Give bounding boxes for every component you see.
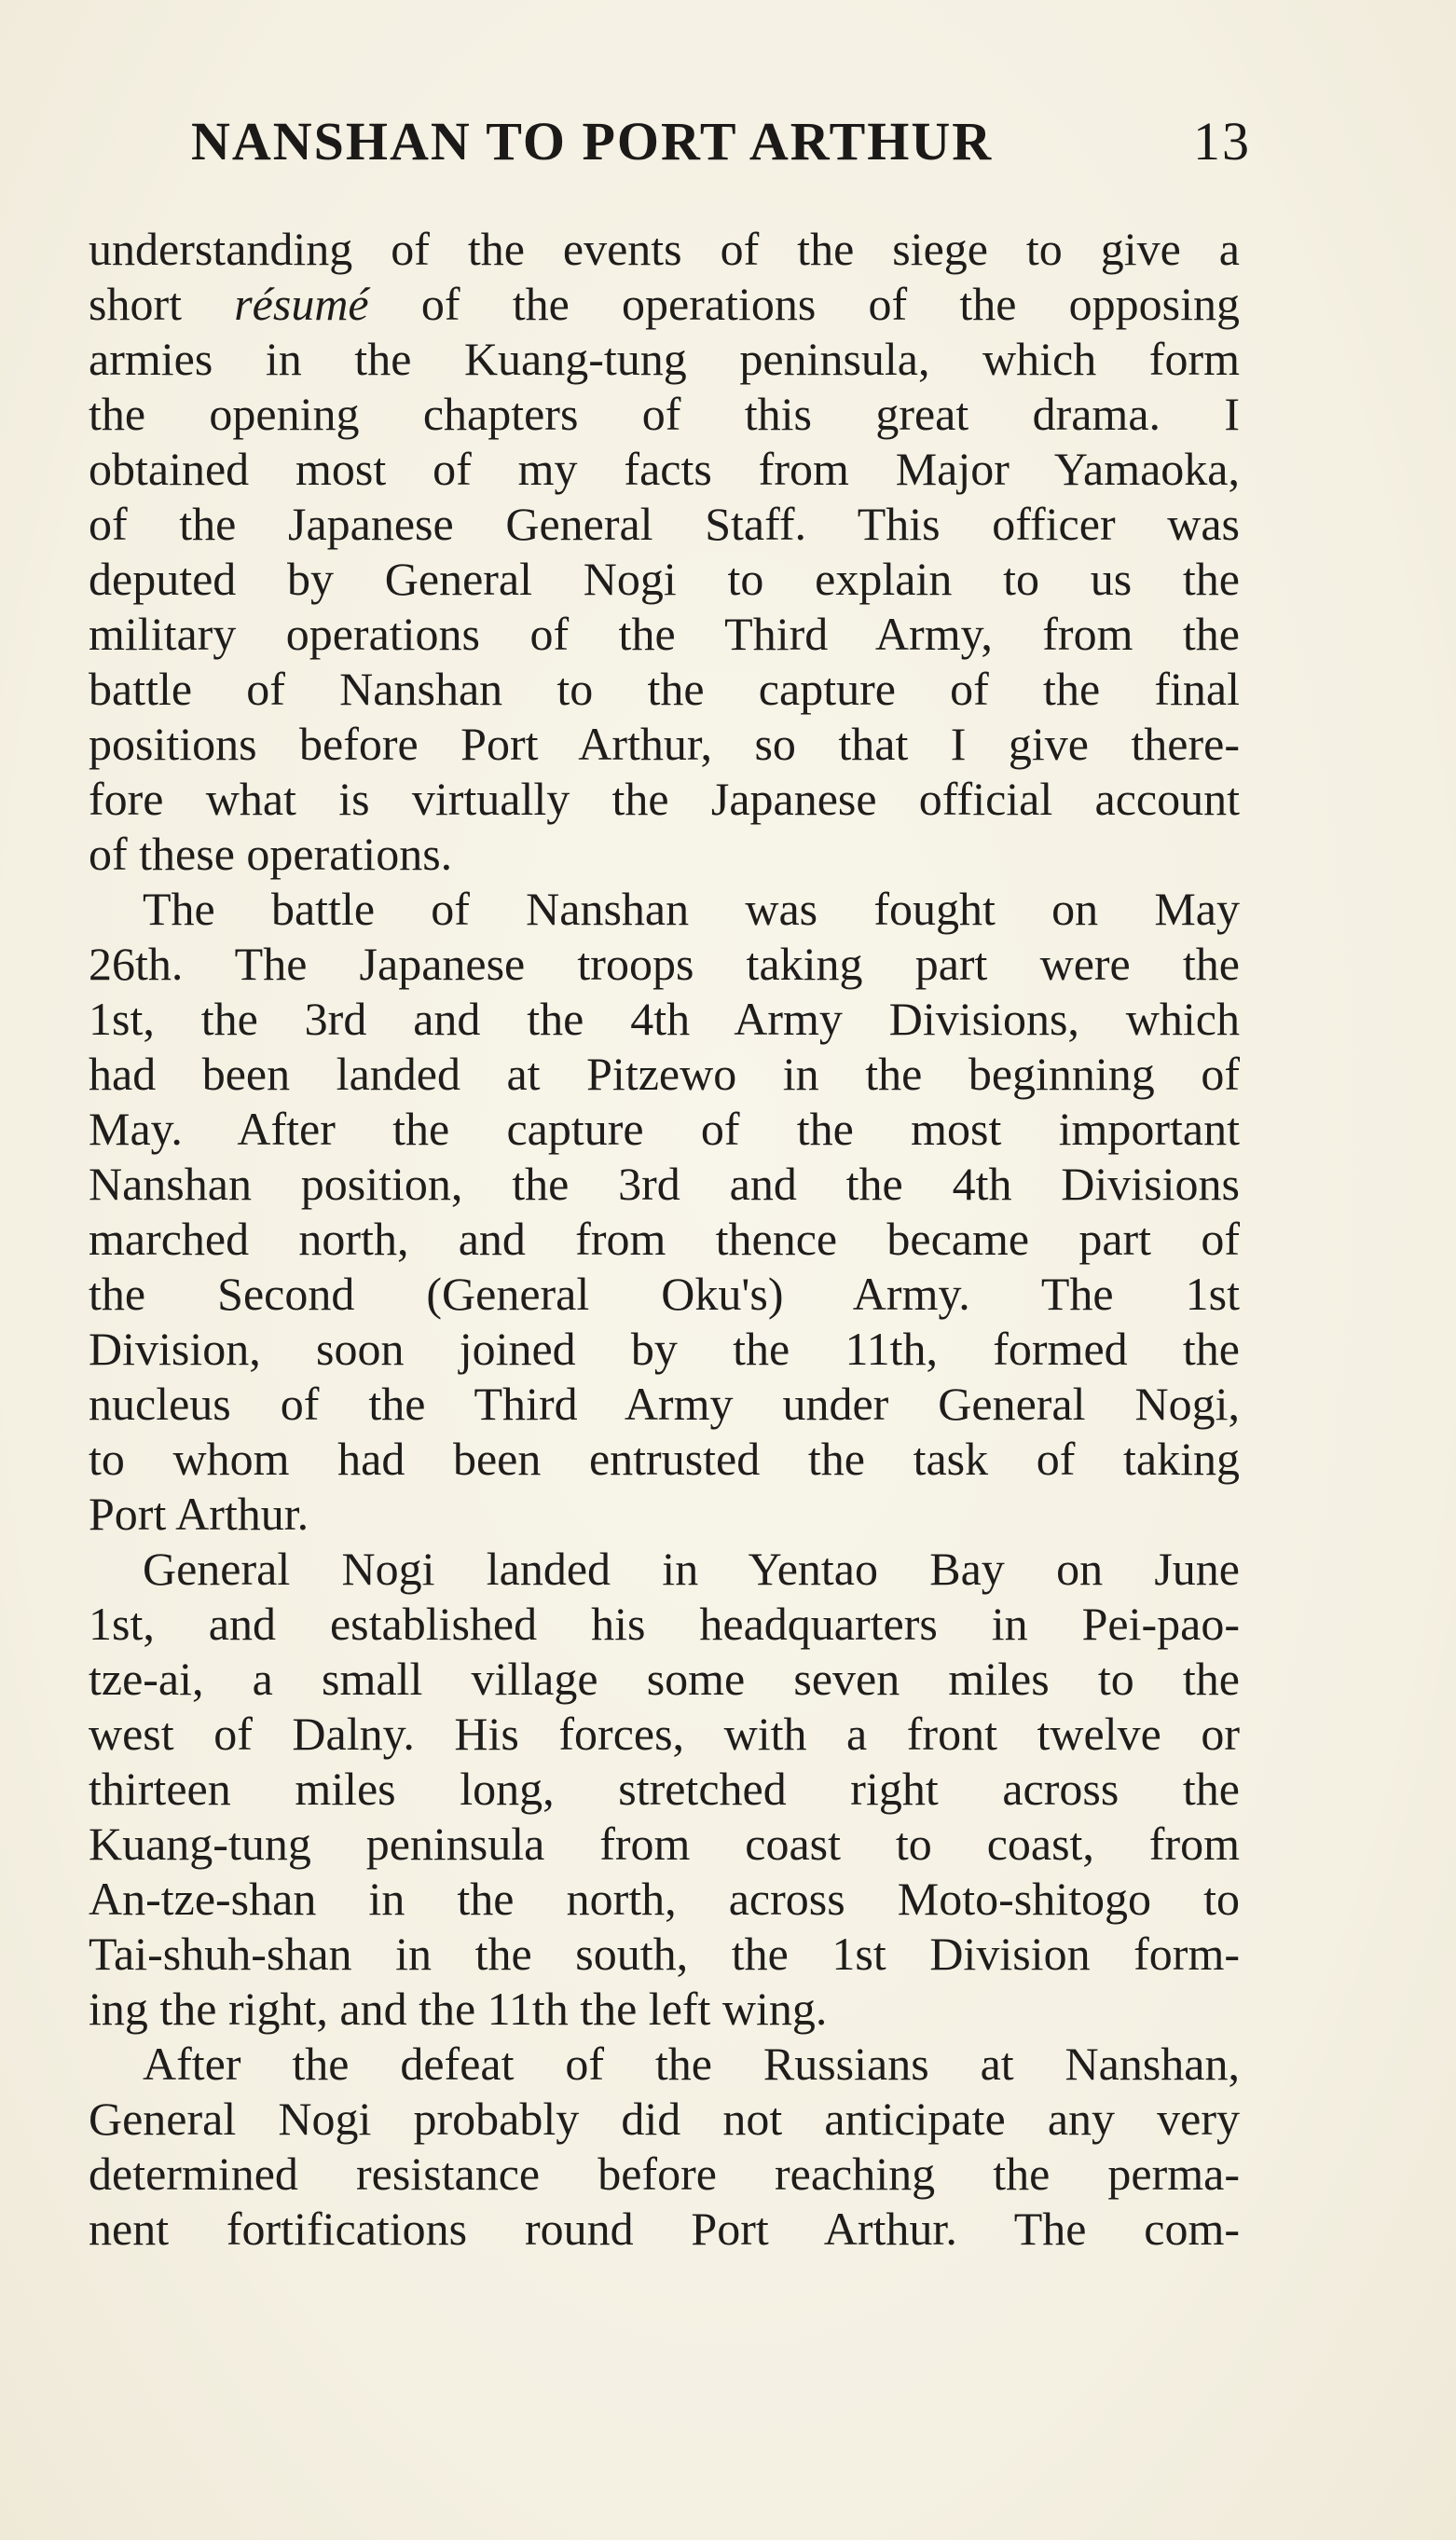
text-line: of the Japanese General Staff. This officer was bbox=[89, 498, 1240, 550]
text-line: Port Arthur. bbox=[89, 1488, 309, 1540]
text-segment: of the operations of the opposing bbox=[368, 278, 1240, 330]
text-line: An-tze-shan in the north, across Moto-shitogo to bbox=[89, 1873, 1240, 1925]
text-line: 1st, the 3rd and the 4th Army Divisions, which bbox=[89, 993, 1240, 1045]
text-line: obtained most of my facts from Major Yamaoka, bbox=[89, 443, 1240, 495]
text-line: General Nogi probably did not anticipate any very bbox=[89, 2093, 1240, 2145]
text-line: Kuang-tung peninsula from coast to coast, from bbox=[89, 1818, 1240, 1870]
text-line: armies in the Kuang-tung peninsula, which form bbox=[89, 333, 1240, 385]
text-line: battle of Nanshan to the capture of the final bbox=[89, 663, 1240, 715]
text-line: deputed by General Nogi to explain to us the bbox=[89, 553, 1240, 605]
text-line: the Second (General Oku's) Army. The 1st bbox=[89, 1268, 1240, 1320]
text-line: marched north, and from thence became part of bbox=[89, 1213, 1240, 1265]
text-line bbox=[89, 277, 1240, 332]
text-line: nent fortifications round Port Arthur. The com- bbox=[89, 2203, 1240, 2255]
running-head bbox=[191, 110, 1251, 175]
text-line: nucleus of the Third Army under General Nogi, bbox=[89, 1378, 1240, 1430]
text-line: The battle of Nanshan was fought on May bbox=[143, 883, 1240, 935]
text-line: ing the right, and the 11th the left wing. bbox=[89, 1983, 828, 2035]
text-line: fore what is virtually the Japanese official account bbox=[89, 773, 1240, 825]
paragraph bbox=[89, 882, 1240, 1542]
paragraph bbox=[89, 222, 1240, 882]
page-number: 13 bbox=[1193, 111, 1251, 172]
text-line: of these operations. bbox=[89, 828, 453, 880]
text-line: Nanshan position, the 3rd and the 4th Divisions bbox=[89, 1158, 1240, 1210]
text-line: Division, soon joined by the 11th, formed the bbox=[89, 1323, 1240, 1375]
text-line: tze-ai, a small village some seven miles to the bbox=[89, 1653, 1240, 1705]
paragraph bbox=[89, 1542, 1240, 2037]
text-line: General Nogi landed in Yentao Bay on June bbox=[143, 1543, 1240, 1595]
text-line: west of Dalny. His forces, with a front twelve or bbox=[89, 1708, 1240, 1760]
text-line: positions before Port Arthur, so that I give there- bbox=[89, 718, 1240, 770]
text-line: determined resistance before reaching the perma- bbox=[89, 2148, 1240, 2200]
italic-term: résumé bbox=[234, 278, 369, 330]
text-line: thirteen miles long, stretched right across the bbox=[89, 1763, 1240, 1815]
running-title: NANSHAN TO PORT ARTHUR bbox=[191, 111, 994, 172]
text-line: understanding of the events of the siege to give a bbox=[89, 223, 1240, 275]
text-line: 26th. The Japanese troops taking part were the bbox=[89, 938, 1240, 990]
text-line: the opening chapters of this great drama. I bbox=[89, 388, 1240, 440]
text-line: Tai-shuh-shan in the south, the 1st Division form- bbox=[89, 1928, 1240, 1980]
text-line: May. After the capture of the most important bbox=[89, 1103, 1240, 1155]
paragraph bbox=[89, 2037, 1240, 2257]
text-line: 1st, and established his headquarters in Pei-pao- bbox=[89, 1598, 1240, 1650]
text-segment: short bbox=[89, 278, 235, 330]
text-line: to whom had been entrusted the task of taking bbox=[89, 1433, 1240, 1485]
text-line: After the defeat of the Russians at Nanshan, bbox=[143, 2038, 1240, 2090]
body-text bbox=[89, 222, 1240, 2257]
text-line: had been landed at Pitzewo in the beginning of bbox=[89, 1048, 1240, 1100]
text-line: military operations of the Third Army, from the bbox=[89, 608, 1240, 660]
